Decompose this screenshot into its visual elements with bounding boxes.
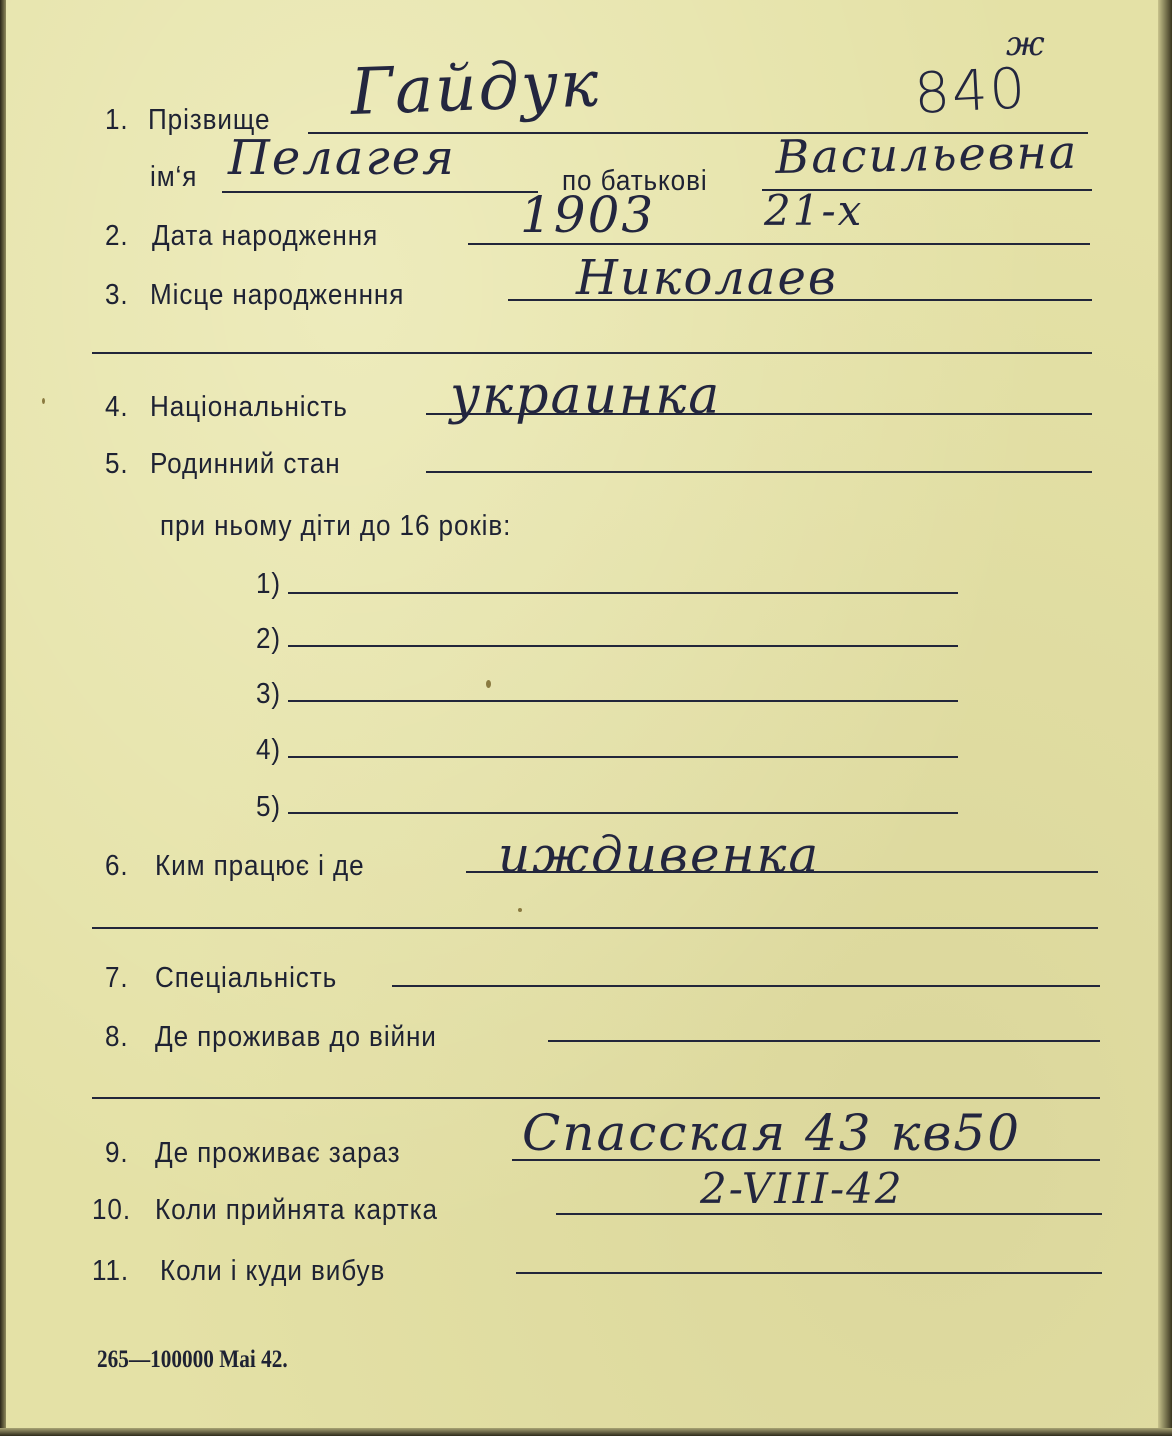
child-slot-1-label: 1) — [256, 568, 282, 600]
handwritten-birth-year: 1903 — [520, 186, 656, 244]
child-slot-5-label: 5) — [256, 791, 282, 823]
field-nationality-label: Національність — [150, 391, 348, 423]
child-slot-4-label: 4) — [256, 734, 282, 766]
field-patronymic-label: по батькові — [562, 165, 708, 197]
field-departure-line — [516, 1272, 1102, 1274]
card-edge-bottom — [0, 1428, 1172, 1436]
handwritten-patronymic: Васильевна — [775, 124, 1079, 184]
field-3-number: 3. — [105, 279, 129, 311]
paper-speck — [42, 398, 45, 404]
field-6-number: 6. — [105, 850, 129, 882]
field-first-name-label: ім‘я — [150, 161, 198, 193]
field-birth-date-label: Дата народження — [152, 220, 379, 252]
field-marital-status-line — [426, 471, 1092, 473]
child-slot-2-line — [288, 645, 958, 647]
field-marital-status-label: Родинний стан — [150, 448, 341, 480]
field-10-number: 10. — [92, 1194, 131, 1226]
handwritten-birth-place: Николаев — [576, 250, 838, 306]
handwritten-birth-day-month: 21-x — [764, 186, 864, 235]
child-slot-1-line — [288, 592, 958, 594]
field-children-label: при ньому діти до 16 років: — [160, 510, 512, 542]
field-occupation-line-2 — [92, 927, 1098, 929]
field-birth-place-label: Місце народженння — [150, 279, 405, 311]
handwritten-surname: Гайдук — [349, 47, 602, 131]
field-1-number: 1. — [105, 104, 129, 136]
field-prewar-address-label: Де проживав до війни — [155, 1021, 437, 1053]
child-slot-4-line — [288, 756, 958, 758]
child-slot-2-label: 2) — [256, 623, 282, 655]
field-2-number: 2. — [105, 220, 129, 252]
child-slot-3-label: 3) — [256, 678, 282, 710]
field-birth-place-line-2 — [92, 352, 1092, 354]
field-card-date-line — [556, 1213, 1102, 1215]
field-specialty-label: Спеціальність — [155, 962, 338, 994]
field-specialty-line — [392, 985, 1100, 987]
card-edge-left — [0, 0, 6, 1436]
paper-speck — [518, 908, 522, 912]
paper-speck — [486, 680, 491, 688]
field-departure-label: Коли і куди вибув — [160, 1255, 386, 1287]
field-surname-label: Прізвище — [148, 104, 271, 136]
field-first-name-line — [222, 191, 538, 193]
field-5-number: 5. — [105, 448, 129, 480]
field-current-address-label: Де проживає зараз — [155, 1137, 401, 1169]
handwritten-nationality: украинка — [450, 366, 722, 426]
child-slot-3-line — [288, 700, 958, 702]
field-7-number: 7. — [105, 962, 129, 994]
field-8-number: 8. — [105, 1021, 129, 1053]
handwritten-current-address: Спасская 43 кв50 — [522, 1104, 1022, 1162]
handwritten-first-name: Пелагея — [228, 130, 456, 186]
field-4-number: 4. — [105, 391, 129, 423]
print-code: 265—100000 Mai 42. — [97, 1346, 288, 1373]
handwritten-card-number: 840 — [912, 56, 1029, 127]
handwritten-occupation: иждивенка — [498, 826, 821, 884]
handwritten-corner-mark: ж — [1006, 24, 1047, 64]
field-prewar-address-line — [548, 1040, 1100, 1042]
handwritten-card-date: 2-VIII-42 — [700, 1164, 904, 1213]
field-11-number: 11. — [92, 1255, 130, 1287]
card-edge-right — [1158, 0, 1172, 1436]
field-card-date-label: Коли прийнята картка — [155, 1194, 438, 1226]
field-9-number: 9. — [105, 1137, 129, 1169]
field-prewar-address-line-2 — [92, 1097, 1100, 1099]
field-occupation-label: Ким працює і де — [155, 850, 365, 882]
child-slot-5-line — [288, 812, 958, 814]
